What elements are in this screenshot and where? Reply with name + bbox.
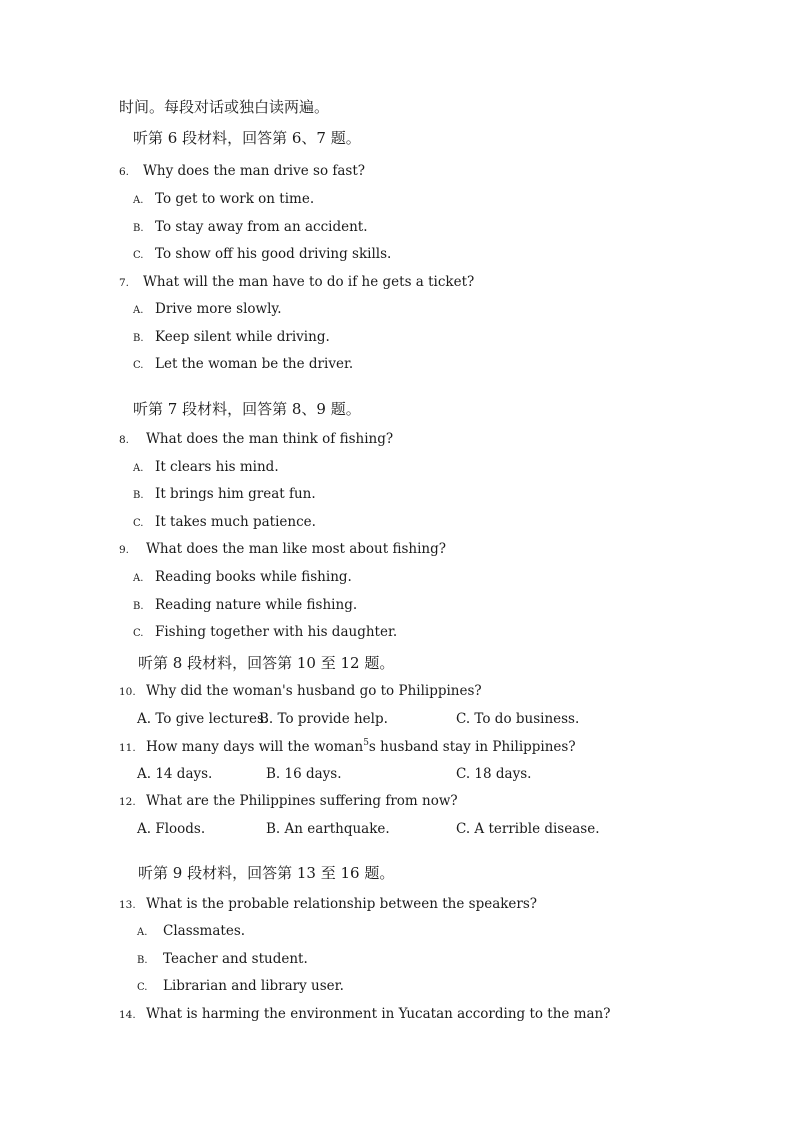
question-text: What is the probable relationship between the speakers? — [146, 896, 538, 912]
option-9c — [133, 624, 397, 640]
option-10c: C. To do business. — [456, 711, 580, 727]
option-12a: A. Floods. — [137, 821, 206, 837]
section-heading: 听第 8 段材料，回答第 10 至 12 题。 — [138, 654, 395, 672]
option-12c: C. A terrible disease. — [456, 821, 600, 837]
question-number: 10. — [119, 686, 136, 698]
option-7b — [133, 329, 330, 345]
option-letter: C. — [133, 518, 144, 529]
option-letter: A. — [133, 305, 144, 316]
option-11a: A. 14 days. — [137, 766, 213, 782]
option-10a: A. To give lectures. — [137, 711, 269, 727]
option-13c — [137, 978, 344, 994]
question-number: 8. — [119, 434, 130, 446]
option-letter: C. — [133, 628, 144, 639]
question-number: 9. — [119, 544, 130, 556]
intro-text: 时间。每段对话或独白读两遍。 — [119, 98, 330, 116]
option-text: Let the woman be the driver. — [155, 356, 354, 372]
option-text: Reading books while fishing. — [155, 569, 352, 585]
question-text: What are the Philippines suffering from now? — [146, 793, 458, 809]
option-letter: C. — [133, 360, 144, 371]
option-text: Reading nature while fishing. — [155, 597, 358, 613]
section-heading: 听第 7 段材料，回答第 8、9 题。 — [133, 400, 361, 418]
option-6a — [133, 191, 314, 207]
option-text: To show off his good driving skills. — [155, 246, 392, 262]
question-number: 6. — [119, 166, 130, 178]
option-letter: B. — [133, 601, 144, 612]
option-letter: A. — [133, 463, 144, 474]
option-7c — [133, 356, 353, 372]
option-9a — [133, 569, 352, 585]
option-text: Librarian and library user. — [163, 978, 344, 994]
option-7a — [133, 301, 282, 317]
question-number: 12. — [119, 796, 136, 808]
option-letter: A. — [137, 927, 148, 938]
option-letter: A. — [133, 573, 144, 584]
question-text: How many days will the woman — [146, 739, 364, 755]
question-8 — [119, 431, 393, 447]
question-text: Why did the woman's husband go to Philippines? — [146, 683, 482, 699]
option-6b — [133, 219, 368, 235]
question-7 — [119, 274, 474, 290]
question-text: Why does the man drive so fast? — [143, 163, 366, 179]
question-13 — [119, 896, 537, 912]
question-text: What will the man have to do if he gets a ticket? — [143, 274, 475, 290]
question-number: 7. — [119, 277, 130, 289]
option-text: To stay away from an accident. — [155, 219, 368, 235]
option-letter: C. — [133, 250, 144, 261]
option-13b — [137, 951, 308, 967]
option-text: Teacher and student. — [163, 951, 308, 967]
option-12b: B. An earthquake. — [266, 821, 390, 837]
option-9b — [133, 597, 357, 613]
option-text: It clears his mind. — [155, 459, 279, 475]
question-number: 11. — [119, 742, 136, 754]
option-13a — [137, 923, 245, 939]
option-text: Fishing together with his daughter. — [155, 624, 398, 640]
option-text: It brings him great fun. — [155, 486, 316, 502]
option-8b — [133, 486, 316, 502]
option-text: It takes much patience. — [155, 514, 316, 530]
option-letter: B. — [137, 955, 148, 966]
option-letter: B. — [133, 333, 144, 344]
option-10b: B. To provide help. — [259, 711, 388, 727]
option-6c — [133, 246, 391, 262]
option-text: Keep silent while driving. — [155, 329, 330, 345]
question-9 — [119, 541, 446, 557]
option-text: Drive more slowly. — [155, 301, 282, 317]
question-text: What does the man like most about fishing? — [146, 541, 446, 557]
question-text: What is harming the environment in Yucatan according to the man? — [146, 1006, 611, 1022]
option-8a — [133, 459, 279, 475]
question-text-cont: s husband stay in Philippines? — [368, 739, 576, 755]
question-text: What does the man think of fishing? — [146, 431, 394, 447]
option-text: To get to work on time. — [155, 191, 315, 207]
option-11c: C. 18 days. — [456, 766, 532, 782]
section-heading: 听第 9 段材料，回答第 13 至 16 题。 — [138, 864, 395, 882]
section-heading: 听第 6 段材料，回答第 6、7 题。 — [133, 129, 361, 147]
question-12 — [119, 793, 458, 809]
question-number: 14. — [119, 1009, 136, 1021]
option-11b: B. 16 days. — [266, 766, 342, 782]
question-11 — [119, 738, 576, 755]
option-letter: B. — [133, 223, 144, 234]
option-8c — [133, 514, 316, 530]
question-10 — [119, 683, 482, 699]
option-letter: C. — [137, 982, 148, 993]
option-text: Classmates. — [163, 923, 246, 939]
option-letter: A. — [133, 195, 144, 206]
question-14 — [119, 1006, 611, 1022]
question-number: 13. — [119, 899, 136, 911]
option-letter: B. — [133, 490, 144, 501]
superscript-mark: 5 — [363, 738, 369, 748]
question-6 — [119, 163, 365, 179]
